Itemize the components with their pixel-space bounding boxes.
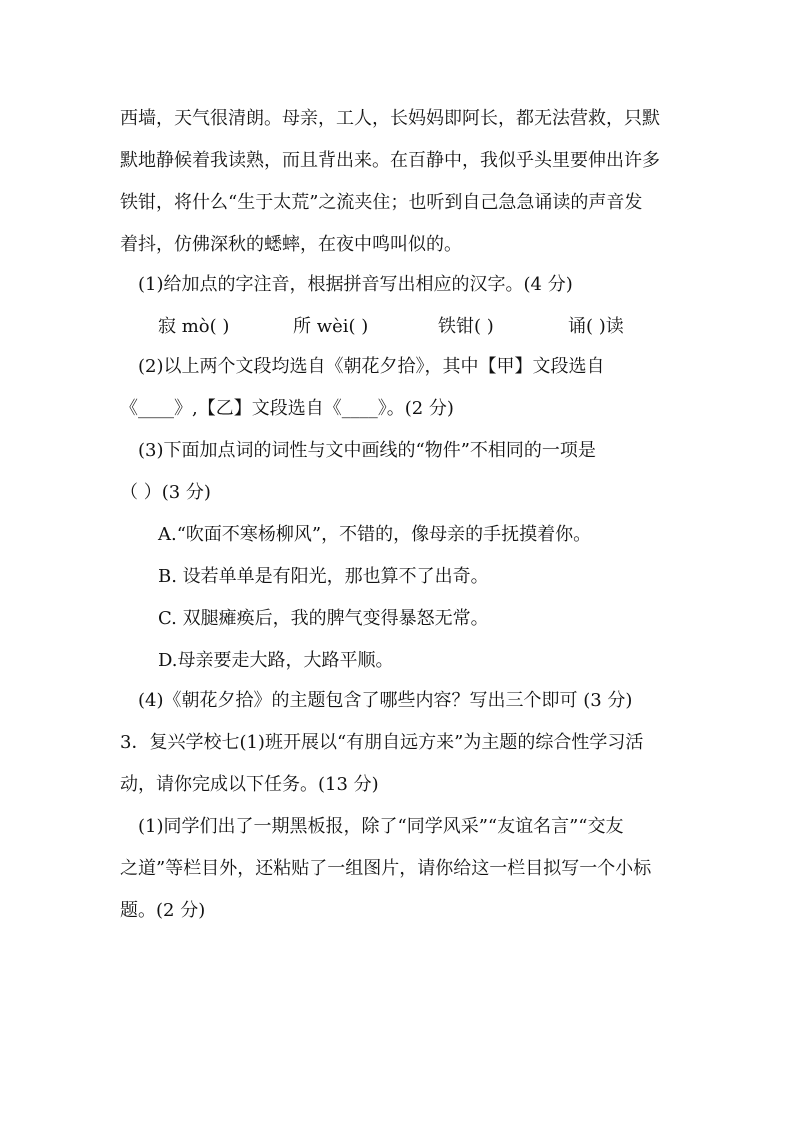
question-1-items <box>158 315 678 339</box>
question-3-line-1: (3)下面加点词的词性与文中画线的“物件”不相同的一项是 <box>138 440 596 461</box>
q1-item-3: 铁钳( ) <box>438 316 494 337</box>
section-3-line-1: 3．复兴学校七(1)班开展以“有朋自远方来”为主题的综合性学习活 <box>120 732 644 753</box>
question-3-line-2: （ ）(3 分) <box>120 482 211 503</box>
question-2-line-2: 《____》,【乙】文段选自《____》。(2 分) <box>120 398 454 419</box>
section-3-sub1-line-3: 题。(2 分) <box>120 900 206 921</box>
section-3-sub1-line-2: 之道”等栏目外，还粘贴了一组图片，请你给这一栏目拟写一个小标 <box>120 858 652 879</box>
passage-line-3: 铁钳，将什么“生于太荒”之流夹住；也听到自己急急诵读的声音发 <box>120 192 643 213</box>
passage-line-1: 西墙，天气很清朗。母亲，工人，长妈妈即阿长，都无法营救，只默 <box>120 108 660 129</box>
option-b: B. 设若单单是有阳光，那也算不了出奇。 <box>158 566 489 587</box>
option-c: C. 双腿瘫痪后，我的脾气变得暴怒无常。 <box>158 608 489 629</box>
question-4-line-1: (4)《朝花夕拾》的主题包含了哪些内容？写出三个即可 (3 分) <box>138 690 633 711</box>
passage-line-2: 默地静候着我读熟，而且背出来。在百静中，我似乎头里要伸出许多 <box>120 150 660 171</box>
question-2-line-1: (2)以上两个文段均选自《朝花夕拾》，其中【甲】文段选自 <box>138 356 605 377</box>
passage-line-4: 着抖，仿佛深秋的蟋蟀，在夜中鸣叫似的。 <box>120 234 462 255</box>
section-3-line-2: 动，请你完成以下任务。(13 分) <box>120 774 379 795</box>
q1-item-2: 所 wèi( ) <box>293 316 369 337</box>
option-a: A.“吹面不寒杨柳风”，不错的，像母亲的手抚摸着你。 <box>158 524 592 545</box>
q1-item-1: 寂 mò( ) <box>158 316 230 337</box>
question-1-prompt: (1)给加点的字注音，根据拼音写出相应的汉字。(4 分) <box>138 274 573 295</box>
q1-item-4: 诵( )读 <box>568 316 624 337</box>
option-d: D.母亲要走大路，大路平顺。 <box>158 650 394 671</box>
section-3-sub1-line-1: (1)同学们出了一期黑板报，除了“同学风采”“友谊名言”“交友 <box>138 816 624 837</box>
